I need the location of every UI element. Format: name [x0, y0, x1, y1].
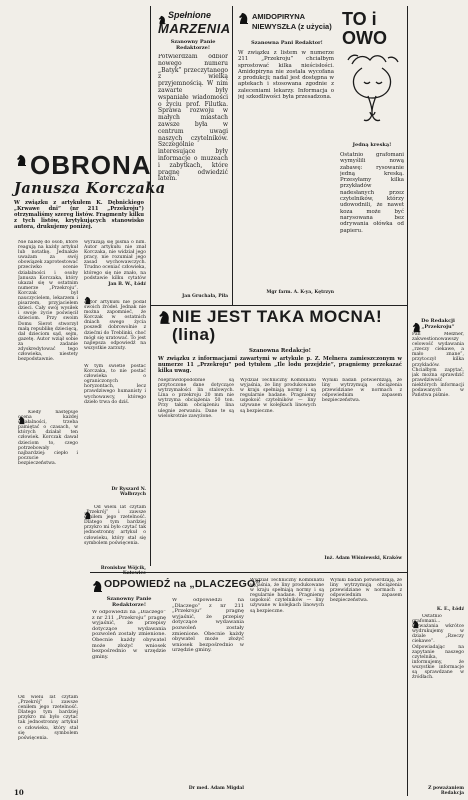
nie-jest-lead: W związku z informacjami zawartymi w artykule p. Z. Mełnera zamieszczonym w numerze 11 „Przekroju” pod tytułem „Ile lodu przejdzie”, pragniemy przekazać kilka uwag.	[158, 356, 402, 374]
section-rule	[150, 305, 407, 306]
nie-jest-sig: Inż. Adam Wiśniewski, Kraków	[324, 556, 402, 561]
obrona-col7: Od wielu lat czytam „Przekrój” i zawsze ceniłem jego rzetelność. Dlatego tym bardziej przykro mi było czytać tak jednostronny artykuł o człowieku, który stał się symbolem poświęcenia.	[18, 695, 78, 741]
do-redakcji-sig2: Z poważaniem Redakcja	[428, 786, 464, 796]
obrona-col1: Nie należę do osób, które reagują na każdy artykuł lub notatkę. Jednakże uważam za swój obowiązek zaprotestować przeciwko ocenie działalności i osoby Janusza Korczaka, który ukazał się w ostatnim numerze „Przekroju”. Korczak był nauczycielem, lekarzem i pisarzem, przyjacielem dzieci. Cały swój wysiłek i swoje życie poświęcił dzieciom. Przy swoim Domu Sierot stworzył małą republikę dziecięcą, dał dzieciom sąd, sejm, gazetę. Autor wziął sobie za zadanie zdyskredytować tego człowieka, niestety bezpodstawnie.	[18, 240, 78, 363]
marzenia-body: Potwierdzam odbiór nowego numeru „Batyk” przeczytanego z wielką przyjemnością. W nim zawarte były wspaniałe wiadomości o życiu prof. Filutka. Sprawa rozwoju w małych miastach zawsze była w centrum uwagi naszych czytelników. Szczególnie interesujące były informacje o muzeach i zabytkach, które pragnę odwiedzić latem.	[158, 54, 228, 183]
chess-knight-icon	[158, 310, 172, 329]
amidopiryna-title: AMIDOPIRYNA NIEWYSZŁA (z użycia)	[252, 12, 332, 31]
amidopiryna-greeting: Szanowna Pani Redaktor!	[251, 40, 323, 46]
obrona-subtitle: Janusza Korczaka	[14, 180, 166, 197]
nie-jest-col2: Wydział Techniczny Kombinatu wyjaśnia, że liny produkowane w kraju spełniają normy i są regularnie badane. Pragniemy uspokoić czytelników — liny używane w kolejkach linowych są bezpieczne.	[240, 378, 316, 414]
obrona-lead: W związku z artykułem K. Dębnickiego „Krwawe dni” (nr 211 „Przekroju”) otrzymaliśmy szereg listów. Fragmenty kilku z tych listów, krytykujących stanowisko autora, drukujemy poniżej.	[14, 200, 144, 230]
amidopiryna-body: W związku z listem w numerze 211 „Przekroju” chciałbym sprostować kilka nieścisłości. Amidopiryna nie została wycofana z produkcji; nadal jest dostępna w aptekach i stosowana zgodnie z zaleceniami lekarzy. Informacja o jej szkodliwości była przesadzona.	[238, 50, 334, 101]
column-rule	[150, 6, 151, 566]
column-rule	[232, 6, 233, 306]
amidopiryna-col-bottom: Wydział Techniczny Kombinatu wyjaśnia, że liny produkowane w kraju spełniają normy i są regularnie badane. Pragniemy uspokoić czytelników — liny używane w kolejkach linowych są bezpieczne.	[250, 578, 324, 614]
to-i-owo-body: Ostatnio grafomani wymyślili nową zabawę: rysowanie jedną kreską. Przesyłamy kilka przykładów nadesłanych przez czytelników, którzy udowodnili, że nawet koza może być narysowana bez odrywania ołówka od papieru.	[340, 152, 404, 234]
nie-jest-title: NIE JEST TAKA MOCNA! (lina)	[172, 307, 383, 344]
do-redakcji-sig: K. E., Łódź	[436, 607, 464, 612]
odpowiedz-col2: W odpowiedzi na „Dlaczego” z nr 211 „Przekroju” pragnę wyjaśnić, że przepisy dotyczące wydawania pozwoleń zostały zmienione. Obecnie każdy obywatel może złożyć wniosek bezpośrednio w urzędzie gminy.	[172, 598, 244, 654]
obrona-sig3: Bronisław Wójcik, Katowice	[100, 566, 146, 576]
chess-knight-icon	[16, 152, 28, 171]
column-rule	[407, 6, 408, 796]
to-i-owo-title: TO i OWO	[342, 9, 387, 48]
nie-jest-col3: Wyniki badań potwierdzają, że liny wytrzymują obciążenia przewidziane w normach z odpowiednim zapasem bezpieczeństwa.	[322, 378, 402, 404]
obrona-sig1: Jan B. W., Łódź	[108, 282, 146, 287]
obrona-col6: Od wielu lat czytam „Przekrój” i zawsze ceniłem jego rzetelność. Dlatego tym bardziej przykro mi było czytać tak jednostronny artykuł o człowieku, który stał się symbolem poświęcenia.	[84, 505, 146, 546]
amidopiryna-sig: Mgr farm. A. K-ya, Kętrzyn	[266, 290, 334, 295]
chess-knight-icon	[92, 578, 104, 597]
nie-jest-greeting: Szanowna Redakcjo!	[249, 348, 311, 354]
obrona-title: OBRONA	[30, 150, 152, 180]
odpowiedz-greeting: Szanowny Panie Redaktorze!	[106, 596, 152, 608]
do-redakcji-body: Pan Mełzner, zakwestionowawszy celowość wydawania „rzeczy ciekawe, a mało znane”, przytoczył kilka przykładów. Chciałbym zapytać, jak można sprawdzić prawdziwość niektórych informacji podawanych w Państwa piśmie.	[412, 332, 464, 399]
marzenia-greeting: Szanowny Panie Redaktorze!	[170, 39, 216, 51]
nie-jest-col1: Nieprawdopodobnie są przytoczone dane dotyczące wytrzymałości lin stalowych. Lina o przekroju 20 mm nie wytrzyma obciążenia 50 ton. Przy takim obciążeniu lina ulegnie zerwaniu. Dane te są wielokrotnie zawyżone.	[158, 378, 234, 419]
odpowiedz-col1: W odpowiedzi na „Dlaczego” z nr 211 „Przekroju” pragnę wyjaśnić, że przepisy dotyczące wydawania pozwoleń zostały zmienione. Obecnie każdy obywatel może złożyć wniosek bezpośrednio w urzędzie gminy.	[92, 610, 166, 660]
obrona-col4: W tym świetle postać Korczaka, to nie postać człowieka o ograniczonych horyzontach, lecz prawdziwego humanisty i wychowawcy, którego dzieło trwa do dziś.	[84, 364, 146, 405]
obrona-col2: wyrażają się pisma o nim. Autor artykułu nie znał Korczaka, nie widział jego pracy, nie rozumiał jego zasad wychowawczych. Trudno oceniać człowieka, którego się nie znało, na podstawie kilku cytatów	[84, 240, 146, 280]
nie-jest-col-bottom: Wyniki badań potwierdzają, że liny wytrzymują obciążenia przewidziane w normach z odpowiednim zapasem bezpieczeństwa.	[330, 578, 402, 604]
to-i-owo-caption: Jedną kreską!	[352, 142, 392, 148]
odpowiedz-title: ODPOWIEDŹ na „DLACZEGO”	[104, 578, 261, 590]
goat-line-drawing	[340, 50, 404, 144]
page-number: 10	[14, 788, 24, 797]
odpowiedz-sig: Dr med. Adam Migdal	[188, 786, 244, 791]
chess-knight-icon	[238, 10, 250, 29]
do-redakcji-title: Do Redakcji „Przekroju”	[421, 318, 455, 330]
obrona-col3: Autor artykułu nie podał swoich źródeł. Jednak nie można zapomnieć, że Korczak w ostatnich dniach swego życia poszedł dobrowolnie z dziećmi do Treblinki, choć mógł się uratować. To jest najlepsza odpowiedź na wszystkie zarzuty.	[84, 300, 146, 351]
marzenia-sig: Jan Gruchała, Piła	[182, 294, 228, 299]
do-redakcji-body2: Ostatnio grafomani... rozważania wkrótce wydrukujemy w dziale „Rzeczy ciekawe”. Odpowiadając na zapytanie naszego czytelnika, informujemy, że wszystkie informacje są sprawdzane w źródłach.	[412, 614, 464, 681]
marzenia-kicker: Spełnione	[168, 10, 212, 20]
marzenia-title: MARZENIA	[158, 21, 231, 36]
obrona-sig2: Dr Ryszard N. Wałbrzych	[111, 487, 146, 497]
obrona-col5: Kiedy następuje ocena każdej działalności, trzeba pamiętać o czasach, w których działał ten człowiek. Korczak dawał dzieciom to, czego potrzebowały najbardziej: ciepło i poczucie bezpieczeństwa.	[18, 410, 78, 466]
